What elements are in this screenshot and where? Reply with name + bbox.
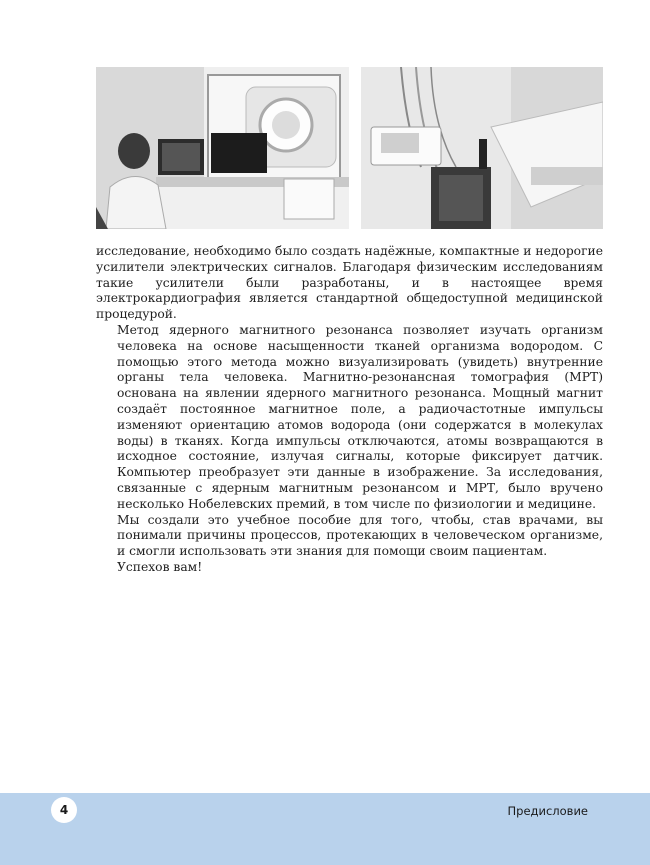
paragraph-2: Метод ядерного магнитного резонанса позволяет изучать организм человека на основе насыщенности тканей организма водородом. С помощью этого метода можно визуализировать (увидеть) внутренние органы тела человека. Магнитно-резонансная томография (МРТ) основана на явлении ядерного магнитного резонанса. Мощный магнит создаёт постоянное магнитное поле, а радиочастотные импульсы изменяют ориентацию атомов водорода (они содержатся в молекулах воды) в тканях. Когда импульсы отключаются, атомы возвращаются в исходное состояние, излучая сигналы, которые фиксирует датчик. Компьютер преобразует эти данные в изображение. За исследования, связанные с ядерным магнитным резонансом и МРТ, было вручено несколько Нобелевских премий, в том числе по физиологии и медицине.: [117, 322, 603, 511]
mri-control-room-photo: [96, 67, 349, 229]
ecg-room-photo: [361, 67, 603, 229]
section-name: Предисловие: [507, 804, 588, 818]
paragraph-3: Мы создали это учебное пособие для того, чтобы, став врачами, вы понимали причины процессов, протекающих в человеческом организме, и смогли использовать эти знания для помощи своим пациентам.: [117, 512, 603, 559]
paragraph-4: Успехов вам!: [117, 559, 203, 574]
paragraph-1: исследование, необходимо было создать надёжные, компактные и недорогие усилители электрических сигналов. Благодаря физическим исследованиям такие усилители были разработаны, и в настоящее время электрокардиография является стандартной общедоступной медицинской процедурой.: [96, 244, 604, 322]
page-number: 4: [51, 797, 77, 823]
body-text: [96, 244, 603, 576]
